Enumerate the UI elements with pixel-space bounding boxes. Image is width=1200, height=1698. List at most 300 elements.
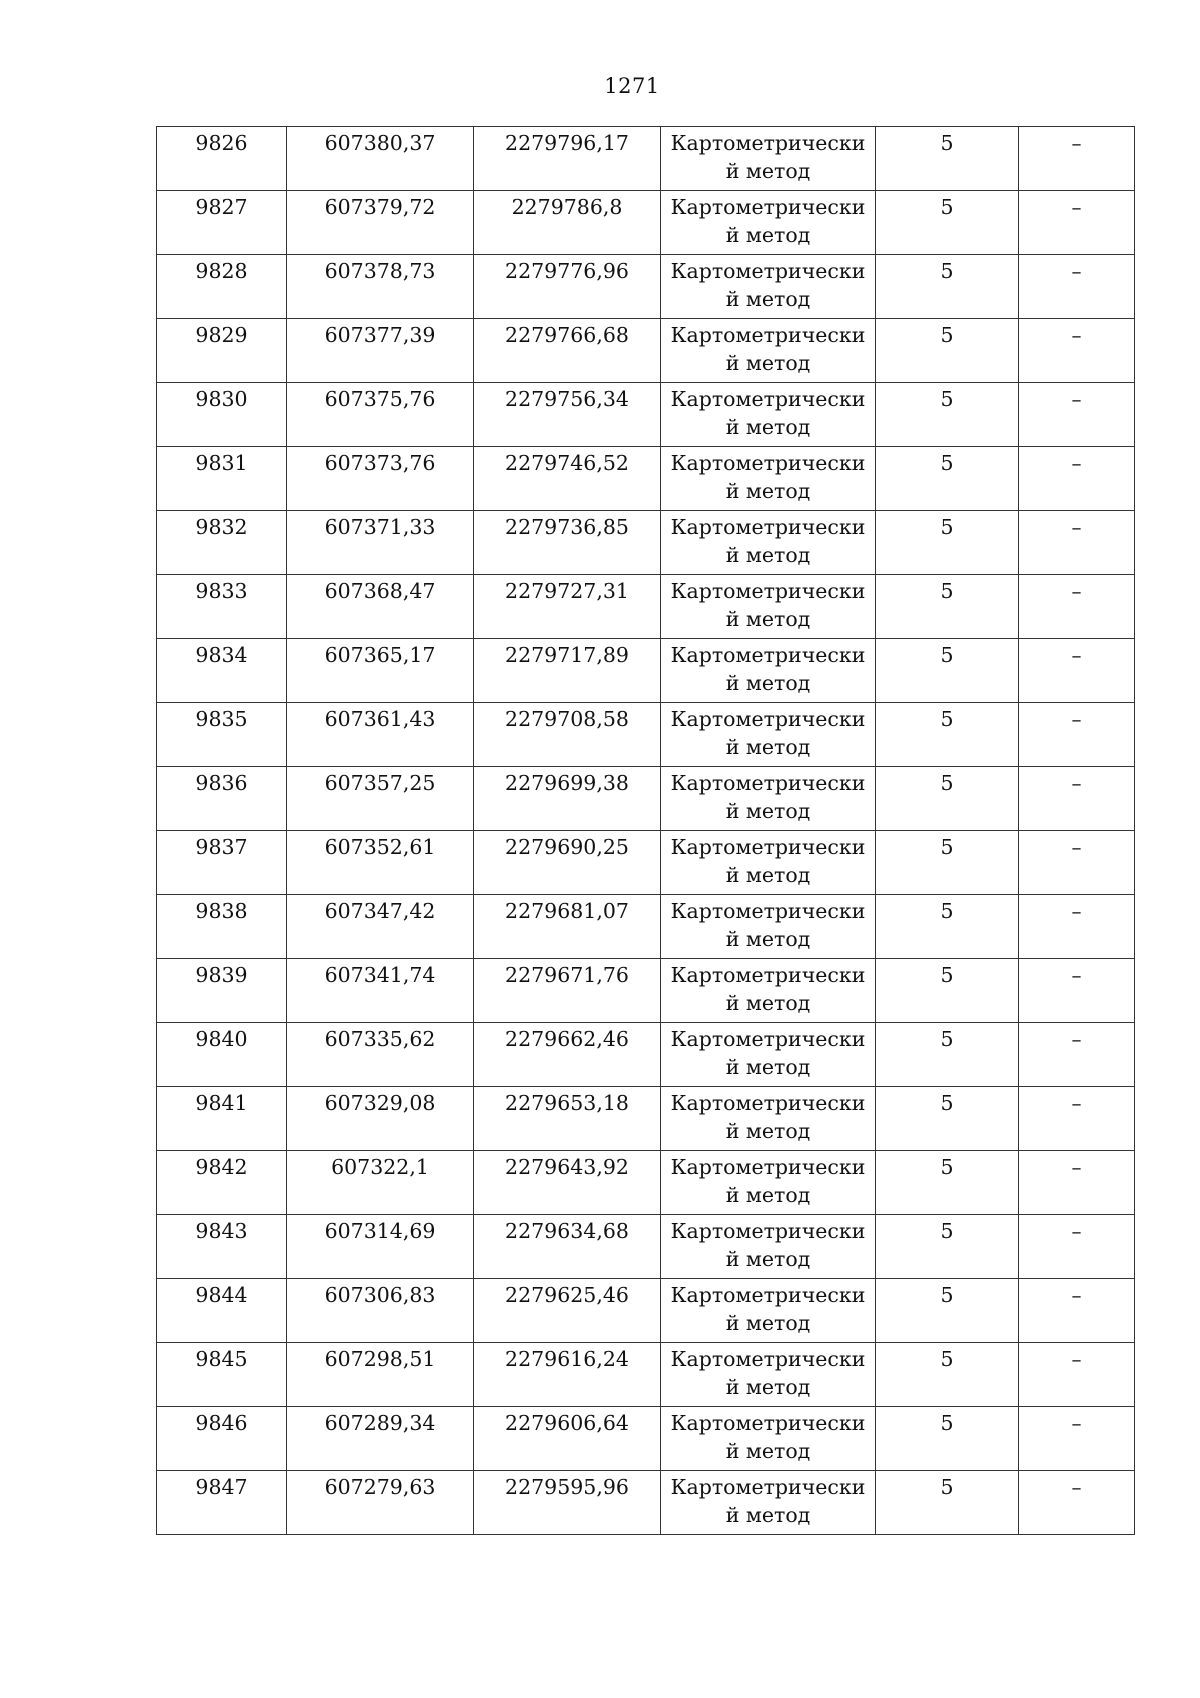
- table-row: [157, 1087, 1135, 1151]
- accuracy-cell: [876, 1151, 1019, 1215]
- note-cell: [1019, 1279, 1135, 1343]
- y-coordinate-cell: [474, 831, 661, 895]
- note-cell: [1019, 831, 1135, 895]
- method-text-line2: й метод: [725, 1055, 811, 1079]
- point-number-cell: [157, 191, 287, 255]
- accuracy-text: 5: [940, 1283, 954, 1307]
- point-number-cell: [157, 1087, 287, 1151]
- method-text-line2: й метод: [725, 863, 811, 887]
- table-row: [157, 639, 1135, 703]
- method-text-line2: й метод: [725, 1503, 811, 1527]
- y-coordinate-cell: [474, 1343, 661, 1407]
- note-text: –: [1071, 515, 1082, 539]
- table-row: [157, 575, 1135, 639]
- table-row: [157, 959, 1135, 1023]
- method-text-line1: Картометрически: [670, 515, 866, 539]
- accuracy-cell: [876, 255, 1019, 319]
- method-text-line2: й метод: [725, 991, 811, 1015]
- method-text-line2: й метод: [725, 415, 811, 439]
- x-coordinate-cell: [287, 383, 474, 447]
- note-cell: [1019, 1407, 1135, 1471]
- method-cell: [661, 959, 876, 1023]
- method-cell: [661, 1087, 876, 1151]
- method-cell: [661, 639, 876, 703]
- y-coordinate-text: 2279653,18: [505, 1091, 629, 1115]
- method-text-line1: Картометрически: [670, 579, 866, 603]
- point-number-cell: [157, 255, 287, 319]
- x-coordinate-text: 607368,47: [324, 579, 436, 603]
- x-coordinate-cell: [287, 831, 474, 895]
- method-cell: [661, 575, 876, 639]
- method-text-line2: й метод: [725, 1183, 811, 1207]
- y-coordinate-cell: [474, 895, 661, 959]
- method-text-line1: Картометрически: [670, 899, 866, 923]
- accuracy-text: 5: [940, 771, 954, 795]
- method-text-line2: й метод: [725, 1119, 811, 1143]
- point-number-text: 9842: [195, 1155, 248, 1179]
- point-number-text: 9835: [195, 707, 248, 731]
- method-cell: [661, 1215, 876, 1279]
- x-coordinate-cell: [287, 191, 474, 255]
- table-row: [157, 191, 1135, 255]
- accuracy-cell: [876, 703, 1019, 767]
- y-coordinate-cell: [474, 639, 661, 703]
- x-coordinate-text: 607377,39: [324, 323, 436, 347]
- point-number-text: 9827: [195, 195, 248, 219]
- x-coordinate-cell: [287, 1151, 474, 1215]
- note-text: –: [1071, 131, 1082, 155]
- y-coordinate-text: 2279736,85: [505, 515, 629, 539]
- point-number-cell: [157, 767, 287, 831]
- method-cell: [661, 511, 876, 575]
- point-number-text: 9840: [195, 1027, 248, 1051]
- point-number-cell: [157, 1215, 287, 1279]
- y-coordinate-text: 2279717,89: [505, 643, 629, 667]
- y-coordinate-text: 2279746,52: [505, 451, 629, 475]
- x-coordinate-text: 607375,76: [324, 387, 436, 411]
- x-coordinate-text: 607341,74: [324, 963, 436, 987]
- accuracy-text: 5: [940, 1027, 954, 1051]
- accuracy-text: 5: [940, 1411, 954, 1435]
- method-cell: [661, 767, 876, 831]
- note-cell: [1019, 639, 1135, 703]
- y-coordinate-text: 2279699,38: [505, 771, 629, 795]
- method-text-line1: Картометрически: [670, 1155, 866, 1179]
- point-number-text: 9837: [195, 835, 248, 859]
- method-text-line2: й метод: [725, 479, 811, 503]
- x-coordinate-text: 607322,1: [331, 1155, 429, 1179]
- accuracy-text: 5: [940, 515, 954, 539]
- x-coordinate-text: 607379,72: [324, 195, 436, 219]
- method-text-line2: й метод: [725, 223, 811, 247]
- table-row: [157, 1471, 1135, 1535]
- accuracy-text: 5: [940, 643, 954, 667]
- method-text-line2: й метод: [725, 607, 811, 631]
- method-text-line1: Картометрически: [670, 195, 866, 219]
- x-coordinate-text: 607365,17: [324, 643, 436, 667]
- x-coordinate-text: 607373,76: [324, 451, 436, 475]
- accuracy-cell: [876, 1471, 1019, 1535]
- point-number-text: 9833: [195, 579, 248, 603]
- method-cell: [661, 255, 876, 319]
- x-coordinate-text: 607347,42: [324, 899, 436, 923]
- method-text-line1: Картометрически: [670, 387, 866, 411]
- method-text-line1: Картометрически: [670, 771, 866, 795]
- point-number-cell: [157, 1151, 287, 1215]
- page-number: 1271: [604, 74, 660, 98]
- x-coordinate-text: 607371,33: [324, 515, 436, 539]
- table-row: [157, 383, 1135, 447]
- x-coordinate-text: 607314,69: [324, 1219, 436, 1243]
- note-cell: [1019, 575, 1135, 639]
- method-text-line2: й метод: [725, 799, 811, 823]
- y-coordinate-cell: [474, 447, 661, 511]
- note-text: –: [1071, 323, 1082, 347]
- note-text: –: [1071, 899, 1082, 923]
- point-number-text: 9832: [195, 515, 248, 539]
- method-text-line2: й метод: [725, 159, 811, 183]
- point-number-cell: [157, 511, 287, 575]
- point-number-text: 9839: [195, 963, 248, 987]
- x-coordinate-cell: [287, 127, 474, 191]
- y-coordinate-cell: [474, 767, 661, 831]
- x-coordinate-text: 607335,62: [324, 1027, 436, 1051]
- x-coordinate-text: 607329,08: [324, 1091, 436, 1115]
- method-cell: [661, 127, 876, 191]
- point-number-text: 9830: [195, 387, 248, 411]
- point-number-cell: [157, 447, 287, 511]
- x-coordinate-cell: [287, 1279, 474, 1343]
- y-coordinate-cell: [474, 1407, 661, 1471]
- point-number-text: 9836: [195, 771, 248, 795]
- x-coordinate-text: 607361,43: [324, 707, 436, 731]
- note-text: –: [1071, 579, 1082, 603]
- y-coordinate-text: 2279662,46: [505, 1027, 629, 1051]
- y-coordinate-cell: [474, 511, 661, 575]
- method-text-line2: й метод: [725, 1247, 811, 1271]
- x-coordinate-cell: [287, 1087, 474, 1151]
- accuracy-text: 5: [940, 195, 954, 219]
- accuracy-text: 5: [940, 451, 954, 475]
- accuracy-cell: [876, 1087, 1019, 1151]
- accuracy-text: 5: [940, 1347, 954, 1371]
- accuracy-cell: [876, 383, 1019, 447]
- accuracy-cell: [876, 831, 1019, 895]
- method-text-line1: Картометрически: [670, 1027, 866, 1051]
- note-text: –: [1071, 1347, 1082, 1371]
- method-cell: [661, 1471, 876, 1535]
- method-cell: [661, 1023, 876, 1087]
- method-cell: [661, 383, 876, 447]
- y-coordinate-text: 2279727,31: [505, 579, 629, 603]
- point-number-cell: [157, 1023, 287, 1087]
- method-text-line1: Картометрически: [670, 1091, 866, 1115]
- note-cell: [1019, 127, 1135, 191]
- note-text: –: [1071, 387, 1082, 411]
- method-text-line1: Картометрически: [670, 963, 866, 987]
- note-cell: [1019, 511, 1135, 575]
- note-text: –: [1071, 1027, 1082, 1051]
- accuracy-cell: [876, 127, 1019, 191]
- x-coordinate-cell: [287, 1471, 474, 1535]
- accuracy-cell: [876, 1215, 1019, 1279]
- table-row: [157, 1279, 1135, 1343]
- table-row: [157, 255, 1135, 319]
- point-number-text: 9847: [195, 1475, 248, 1499]
- y-coordinate-cell: [474, 959, 661, 1023]
- note-cell: [1019, 767, 1135, 831]
- method-text-line1: Картометрически: [670, 323, 866, 347]
- accuracy-text: 5: [940, 1219, 954, 1243]
- note-cell: [1019, 319, 1135, 383]
- note-text: –: [1071, 195, 1082, 219]
- y-coordinate-text: 2279796,17: [505, 131, 629, 155]
- accuracy-cell: [876, 1407, 1019, 1471]
- coordinates-table: [156, 126, 1135, 1535]
- point-number-cell: [157, 895, 287, 959]
- x-coordinate-text: 607279,63: [324, 1475, 436, 1499]
- y-coordinate-cell: [474, 319, 661, 383]
- note-text: –: [1071, 451, 1082, 475]
- x-coordinate-cell: [287, 959, 474, 1023]
- point-number-cell: [157, 383, 287, 447]
- method-cell: [661, 1343, 876, 1407]
- accuracy-text: 5: [940, 707, 954, 731]
- point-number-text: 9845: [195, 1347, 248, 1371]
- point-number-cell: [157, 319, 287, 383]
- table-row: [157, 447, 1135, 511]
- method-text-line1: Картометрически: [670, 643, 866, 667]
- method-text-line1: Картометрически: [670, 259, 866, 283]
- point-number-text: 9838: [195, 899, 248, 923]
- note-text: –: [1071, 1155, 1082, 1179]
- point-number-text: 9831: [195, 451, 248, 475]
- point-number-text: 9844: [195, 1283, 248, 1307]
- accuracy-cell: [876, 767, 1019, 831]
- method-cell: [661, 191, 876, 255]
- point-number-cell: [157, 127, 287, 191]
- y-coordinate-text: 2279681,07: [505, 899, 629, 923]
- accuracy-cell: [876, 1279, 1019, 1343]
- x-coordinate-text: 607357,25: [324, 771, 436, 795]
- note-cell: [1019, 1023, 1135, 1087]
- point-number-text: 9828: [195, 259, 248, 283]
- point-number-cell: [157, 1279, 287, 1343]
- accuracy-text: 5: [940, 835, 954, 859]
- y-coordinate-cell: [474, 1471, 661, 1535]
- table-row: [157, 703, 1135, 767]
- method-text-line1: Картометрически: [670, 451, 866, 475]
- note-text: –: [1071, 1411, 1082, 1435]
- note-text: –: [1071, 771, 1082, 795]
- method-cell: [661, 447, 876, 511]
- table-row: [157, 319, 1135, 383]
- table-row: [157, 1023, 1135, 1087]
- accuracy-cell: [876, 1023, 1019, 1087]
- point-number-cell: [157, 1343, 287, 1407]
- point-number-text: 9843: [195, 1219, 248, 1243]
- accuracy-cell: [876, 639, 1019, 703]
- accuracy-cell: [876, 191, 1019, 255]
- accuracy-cell: [876, 895, 1019, 959]
- method-text-line2: й метод: [725, 927, 811, 951]
- x-coordinate-text: 607289,34: [324, 1411, 436, 1435]
- x-coordinate-cell: [287, 575, 474, 639]
- note-text: –: [1071, 1091, 1082, 1115]
- method-text-line2: й метод: [725, 1439, 811, 1463]
- method-text-line1: Картометрически: [670, 1475, 866, 1499]
- y-coordinate-cell: [474, 383, 661, 447]
- y-coordinate-cell: [474, 255, 661, 319]
- y-coordinate-text: 2279643,92: [505, 1155, 629, 1179]
- accuracy-text: 5: [940, 963, 954, 987]
- coordinates-table-body: [157, 127, 1135, 1535]
- note-text: –: [1071, 963, 1082, 987]
- accuracy-text: 5: [940, 1155, 954, 1179]
- method-text-line2: й метод: [725, 671, 811, 695]
- accuracy-cell: [876, 511, 1019, 575]
- accuracy-text: 5: [940, 1091, 954, 1115]
- y-coordinate-text: 2279616,24: [505, 1347, 629, 1371]
- method-text-line1: Картометрически: [670, 835, 866, 859]
- x-coordinate-cell: [287, 895, 474, 959]
- method-text-line1: Картометрически: [670, 1347, 866, 1371]
- y-coordinate-cell: [474, 127, 661, 191]
- method-text-line2: й метод: [725, 1375, 811, 1399]
- accuracy-text: 5: [940, 899, 954, 923]
- x-coordinate-cell: [287, 1023, 474, 1087]
- point-number-cell: [157, 1471, 287, 1535]
- accuracy-text: 5: [940, 131, 954, 155]
- method-text-line2: й метод: [725, 287, 811, 311]
- method-cell: [661, 1407, 876, 1471]
- y-coordinate-text: 2279766,68: [505, 323, 629, 347]
- note-text: –: [1071, 259, 1082, 283]
- note-cell: [1019, 383, 1135, 447]
- point-number-cell: [157, 575, 287, 639]
- point-number-text: 9826: [195, 131, 248, 155]
- y-coordinate-cell: [474, 703, 661, 767]
- point-number-cell: [157, 639, 287, 703]
- y-coordinate-cell: [474, 1087, 661, 1151]
- y-coordinate-cell: [474, 1215, 661, 1279]
- method-cell: [661, 1279, 876, 1343]
- point-number-text: 9841: [195, 1091, 248, 1115]
- accuracy-text: 5: [940, 259, 954, 283]
- accuracy-cell: [876, 575, 1019, 639]
- y-coordinate-text: 2279634,68: [505, 1219, 629, 1243]
- x-coordinate-text: 607352,61: [324, 835, 436, 859]
- method-text-line1: Картометрически: [670, 1219, 866, 1243]
- y-coordinate-cell: [474, 1151, 661, 1215]
- x-coordinate-cell: [287, 703, 474, 767]
- note-text: –: [1071, 1475, 1082, 1499]
- x-coordinate-text: 607380,37: [324, 131, 436, 155]
- table-row: [157, 767, 1135, 831]
- note-cell: [1019, 895, 1135, 959]
- y-coordinate-text: 2279671,76: [505, 963, 629, 987]
- table-row: [157, 831, 1135, 895]
- note-text: –: [1071, 1283, 1082, 1307]
- note-cell: [1019, 1343, 1135, 1407]
- x-coordinate-text: 607378,73: [324, 259, 436, 283]
- y-coordinate-text: 2279606,64: [505, 1411, 629, 1435]
- method-text-line2: й метод: [725, 735, 811, 759]
- table-row: [157, 1151, 1135, 1215]
- point-number-cell: [157, 959, 287, 1023]
- x-coordinate-cell: [287, 1407, 474, 1471]
- method-cell: [661, 895, 876, 959]
- note-cell: [1019, 703, 1135, 767]
- y-coordinate-text: 2279625,46: [505, 1283, 629, 1307]
- note-cell: [1019, 959, 1135, 1023]
- x-coordinate-cell: [287, 639, 474, 703]
- method-cell: [661, 1151, 876, 1215]
- point-number-text: 9846: [195, 1411, 248, 1435]
- y-coordinate-cell: [474, 191, 661, 255]
- method-cell: [661, 831, 876, 895]
- method-cell: [661, 319, 876, 383]
- table-row: [157, 511, 1135, 575]
- note-cell: [1019, 1087, 1135, 1151]
- x-coordinate-cell: [287, 511, 474, 575]
- method-text-line2: й метод: [725, 543, 811, 567]
- method-text-line1: Картометрически: [670, 707, 866, 731]
- point-number-cell: [157, 1407, 287, 1471]
- note-cell: [1019, 1471, 1135, 1535]
- x-coordinate-cell: [287, 255, 474, 319]
- accuracy-cell: [876, 319, 1019, 383]
- table-row: [157, 1215, 1135, 1279]
- note-text: –: [1071, 1219, 1082, 1243]
- point-number-cell: [157, 831, 287, 895]
- x-coordinate-cell: [287, 447, 474, 511]
- y-coordinate-cell: [474, 1279, 661, 1343]
- point-number-cell: [157, 703, 287, 767]
- y-coordinate-text: 2279776,96: [505, 259, 629, 283]
- accuracy-text: 5: [940, 323, 954, 347]
- x-coordinate-cell: [287, 1215, 474, 1279]
- y-coordinate-text: 2279595,96: [505, 1475, 629, 1499]
- note-cell: [1019, 191, 1135, 255]
- y-coordinate-cell: [474, 575, 661, 639]
- note-cell: [1019, 255, 1135, 319]
- accuracy-cell: [876, 959, 1019, 1023]
- y-coordinate-cell: [474, 1023, 661, 1087]
- method-text-line1: Картометрически: [670, 1411, 866, 1435]
- method-text-line1: Картометрически: [670, 1283, 866, 1307]
- table-row: [157, 895, 1135, 959]
- y-coordinate-text: 2279786,8: [511, 195, 623, 219]
- x-coordinate-cell: [287, 1343, 474, 1407]
- method-text-line2: й метод: [725, 1311, 811, 1335]
- note-cell: [1019, 447, 1135, 511]
- note-text: –: [1071, 835, 1082, 859]
- note-text: –: [1071, 707, 1082, 731]
- accuracy-cell: [876, 447, 1019, 511]
- note-text: –: [1071, 643, 1082, 667]
- accuracy-cell: [876, 1343, 1019, 1407]
- y-coordinate-text: 2279690,25: [505, 835, 629, 859]
- accuracy-text: 5: [940, 1475, 954, 1499]
- table-row: [157, 1343, 1135, 1407]
- x-coordinate-text: 607306,83: [324, 1283, 436, 1307]
- point-number-text: 9829: [195, 323, 248, 347]
- y-coordinate-text: 2279708,58: [505, 707, 629, 731]
- x-coordinate-text: 607298,51: [324, 1347, 436, 1371]
- method-cell: [661, 703, 876, 767]
- accuracy-text: 5: [940, 579, 954, 603]
